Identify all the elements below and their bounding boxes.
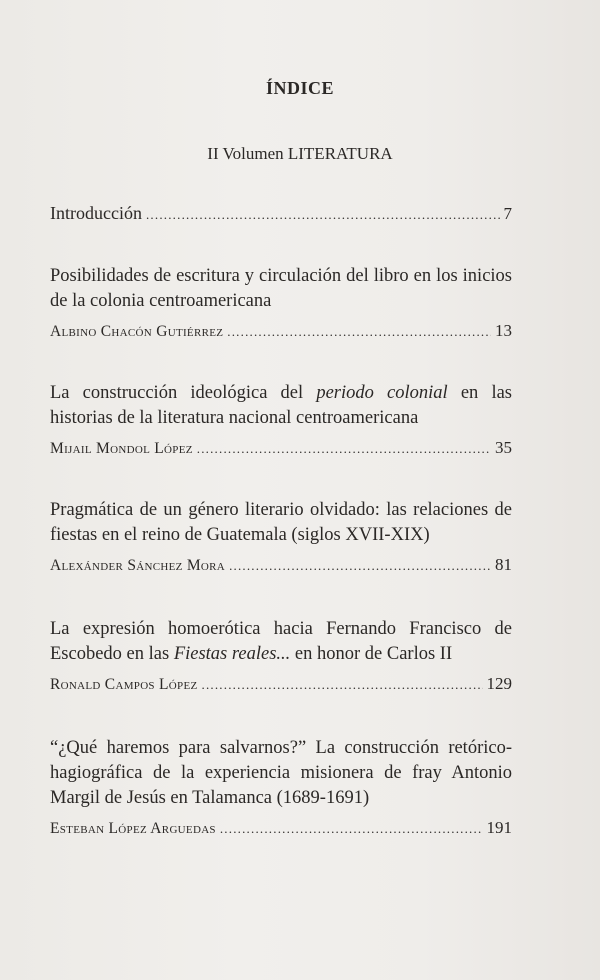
chapter-author: Mijail Mondol López (50, 440, 193, 457)
dot-leader (202, 677, 483, 693)
chapter-title: La expresión homoerótica hacia Fernando Francisco de Escobedo en las Fiestas reales... en honor de Carlos II (50, 619, 512, 664)
dot-leader (227, 324, 491, 340)
toc-entry-introduction (50, 203, 512, 224)
toc-line (50, 438, 512, 458)
chapter-title: Pragmática de un género literario olvidado: las relaciones de fiestas en el reino de Guatemala (siglos XVII-XIX) (50, 500, 512, 545)
chapter-author: Esteban López Arguedas (50, 820, 216, 837)
page-number: 13 (495, 321, 512, 340)
toc-entry-label: Introducción (50, 203, 142, 223)
chapter-author: Albino Chacón Gutiérrez (50, 323, 224, 340)
chapter-title: La construcción ideológica del periodo colonial en las historias de la literatura nacional centroamericana (50, 383, 512, 428)
toc-entry (50, 264, 512, 341)
toc-line (50, 674, 512, 694)
dot-leader (229, 558, 491, 574)
toc-line (50, 555, 512, 575)
toc-line (50, 321, 512, 341)
page-number: 81 (495, 555, 512, 574)
chapter-title: “¿Qué haremos para salvarnos?” La construcción retórico-hagiográfica de la experiencia misionera de fray Antonio Margil de Jesús en Talamanca (1689-1691) (50, 738, 512, 808)
dot-leader (220, 821, 483, 837)
toc-entry (50, 381, 512, 458)
toc-line (50, 818, 512, 838)
toc-entry (50, 498, 512, 575)
chapter-author: Alexánder Sánchez Mora (50, 557, 226, 574)
volume-heading: II Volumen LITERATURA (207, 144, 393, 163)
toc-entry (50, 617, 512, 694)
chapter-title: Posibilidades de escritura y circulación del libro en los inicios de la colonia centroamericana (50, 266, 512, 311)
page-number: 129 (486, 674, 512, 693)
page-number: 7 (503, 204, 512, 223)
dot-leader (197, 441, 491, 457)
toc-entry (50, 736, 512, 838)
page-number: 35 (495, 438, 512, 457)
chapter-author: Ronald Campos López (50, 676, 198, 693)
page-title: ÍNDICE (265, 78, 334, 98)
dot-leader (146, 207, 500, 223)
page-number: 191 (486, 818, 512, 837)
toc-line (50, 203, 512, 224)
